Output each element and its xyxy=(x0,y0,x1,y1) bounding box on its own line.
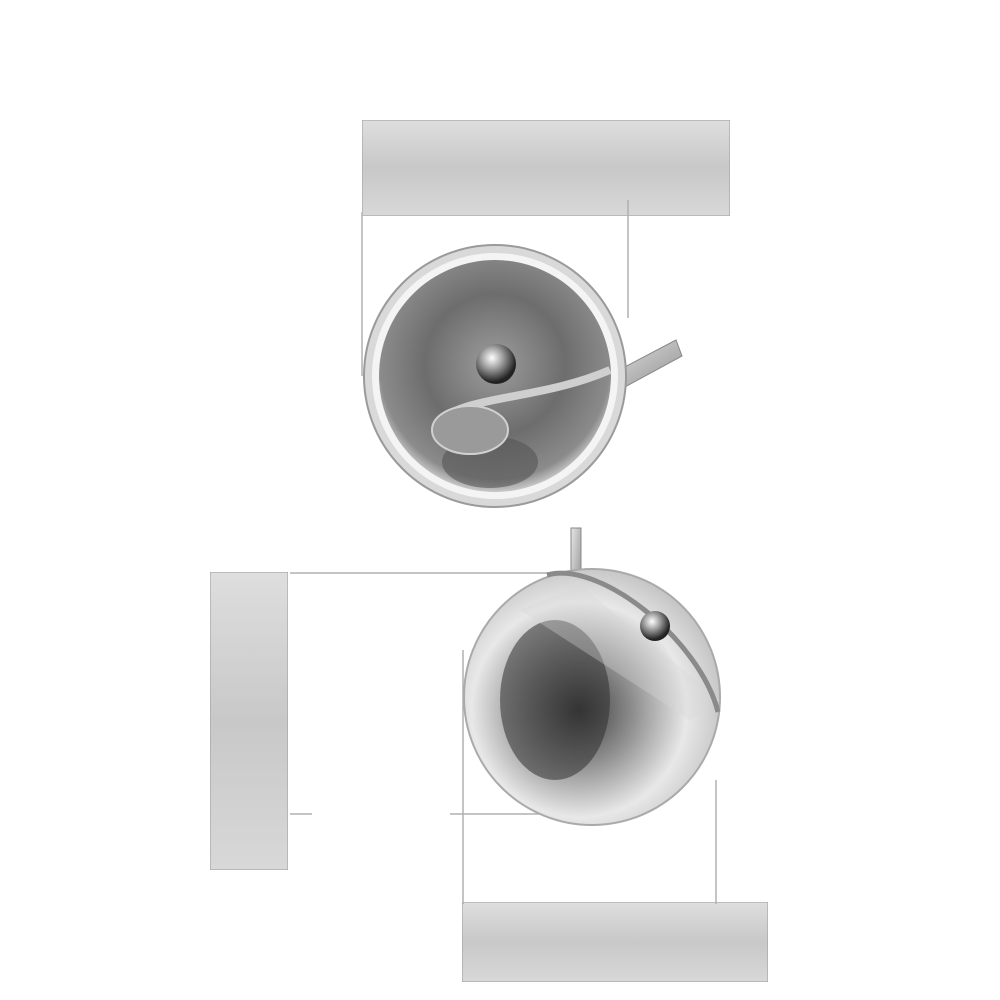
lid-top-view-image xyxy=(364,245,682,507)
spoon-bowl xyxy=(432,406,508,454)
lid-knob xyxy=(476,344,516,384)
side-lid-knob xyxy=(640,611,670,641)
